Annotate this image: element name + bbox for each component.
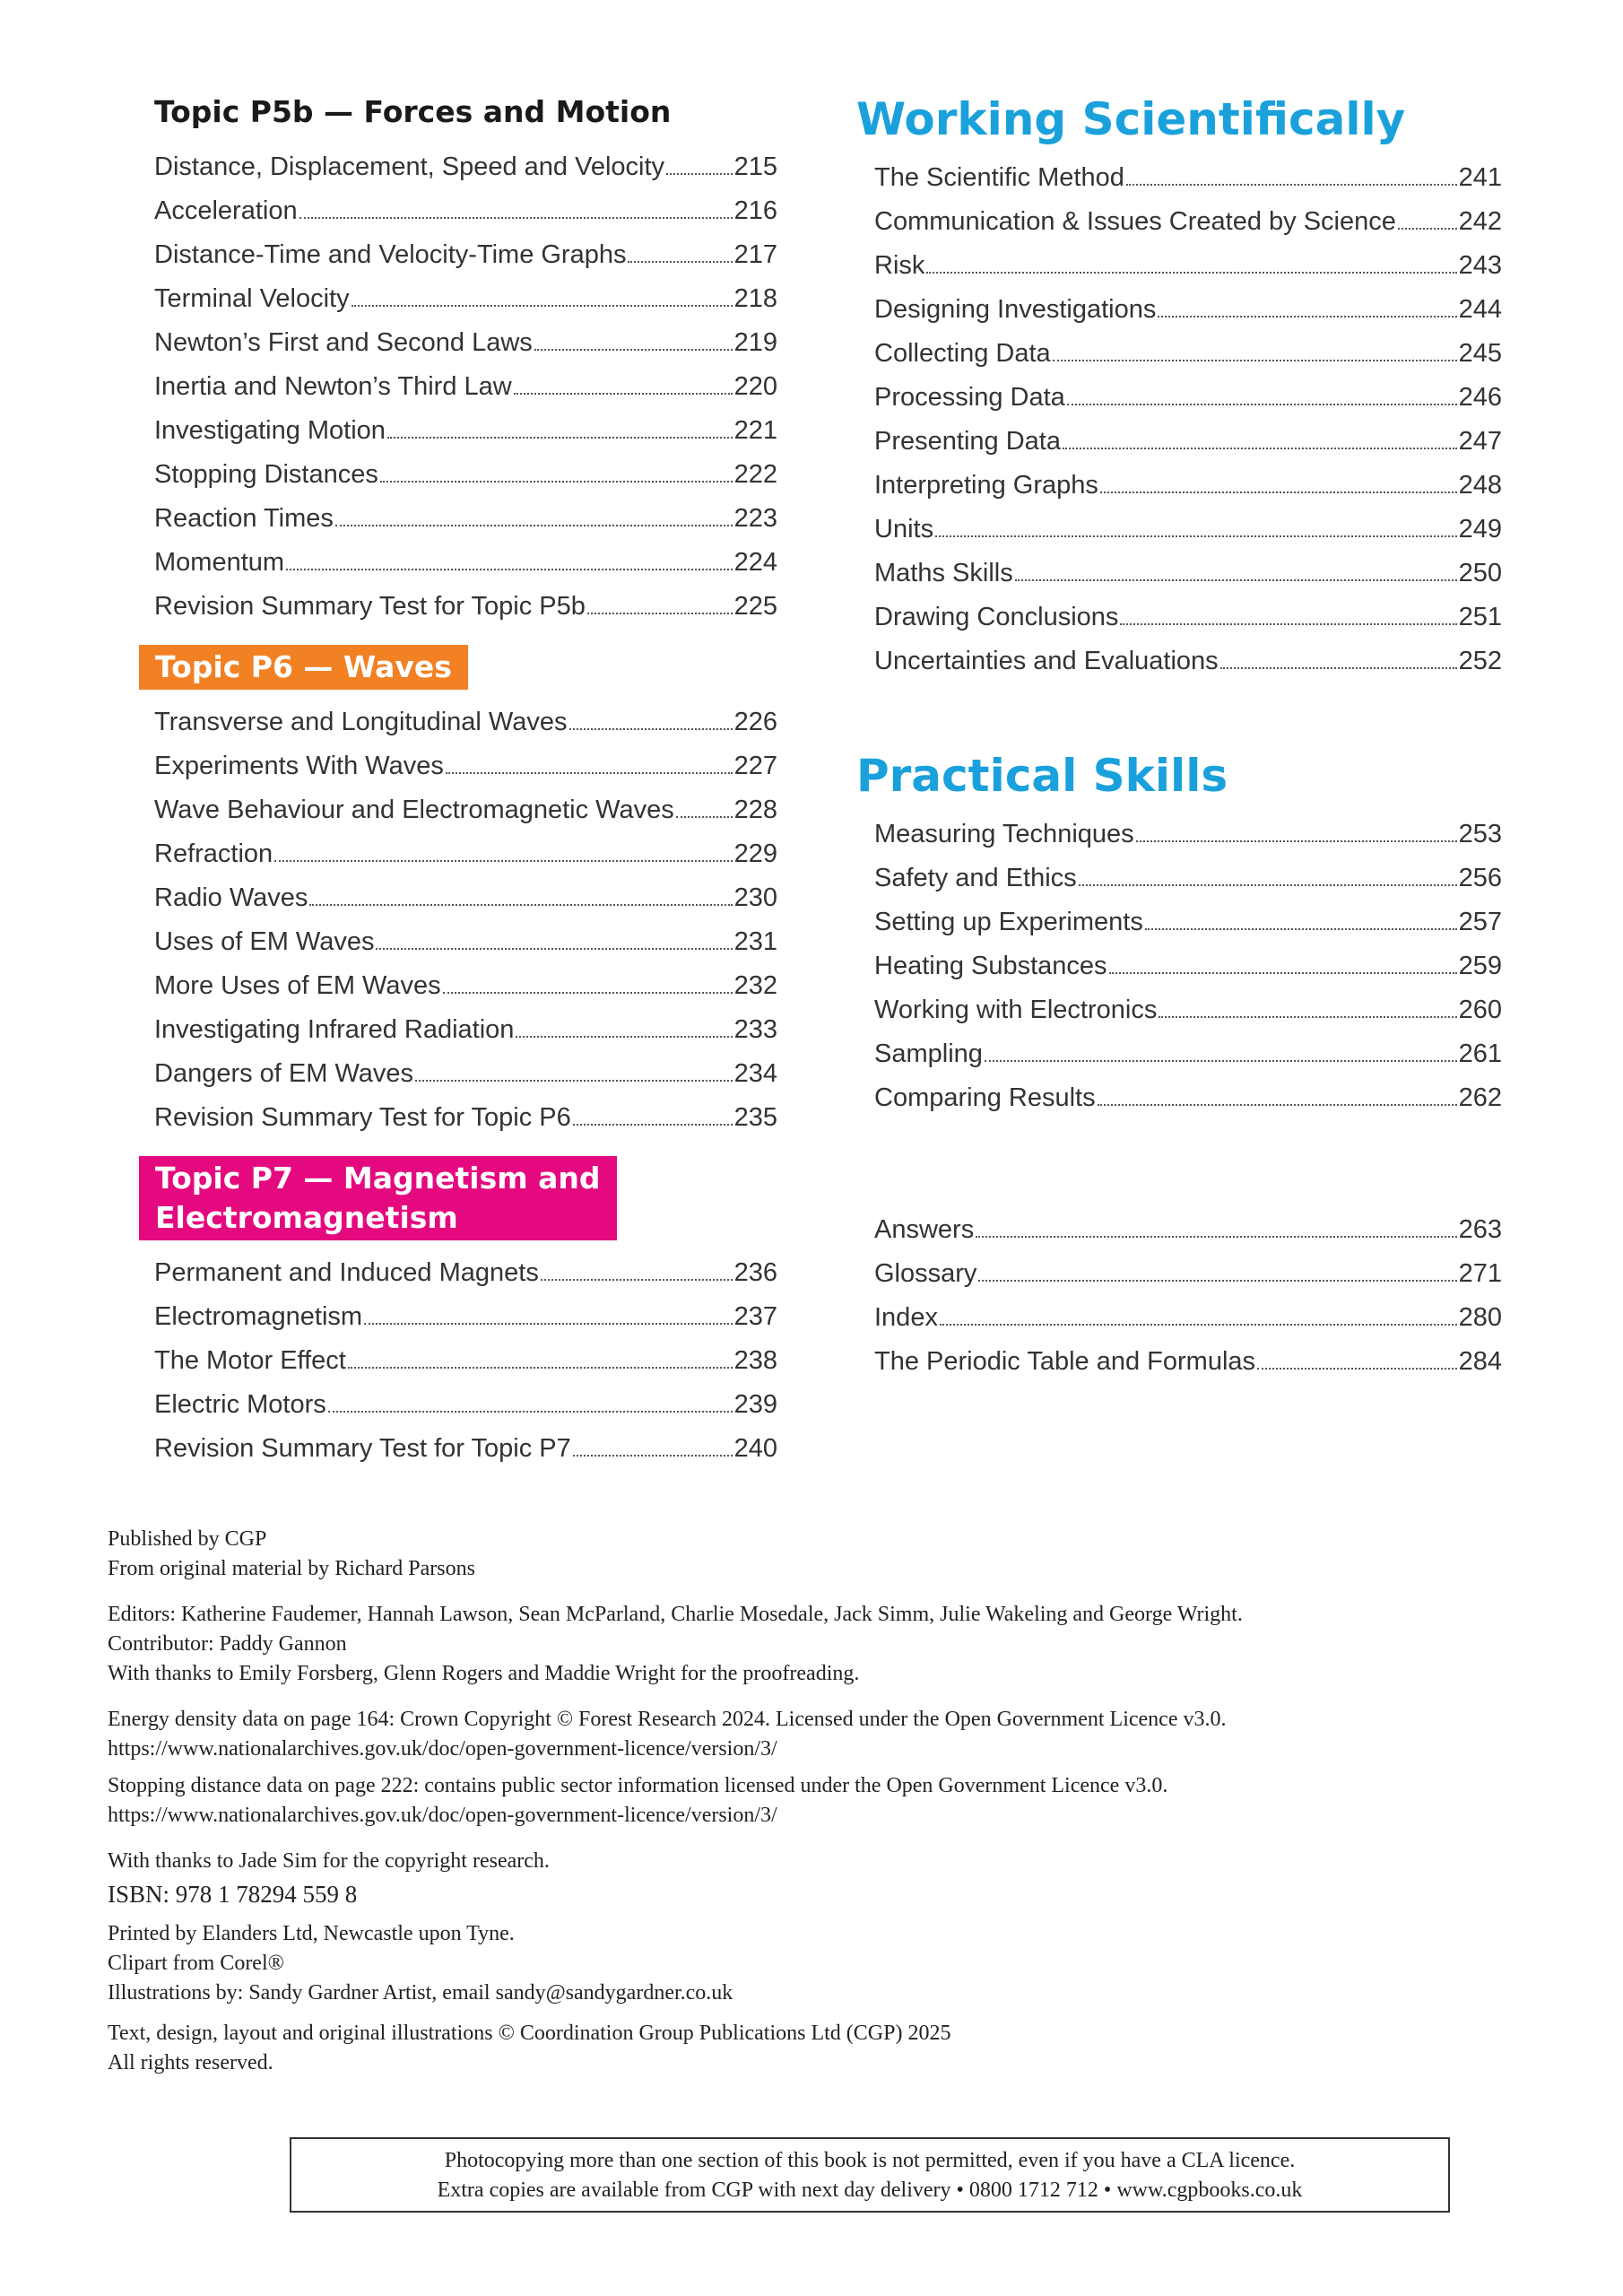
dot-leader [569,728,733,730]
stopping-licence-url[interactable]: https://www.nationalarchives.gov.uk/doc/open-government-licence/version/3/ [108,1804,777,1827]
energy-data-credit: Energy density data on page 164: Crown Copyright © Forest Research 2024. Licensed under the Open Government Licence v3.0. [108,1708,1227,1731]
toc-entry-title: Terminal Velocity [154,284,350,313]
dot-leader [1120,623,1456,625]
toc-entry-page-number: 243 [1458,251,1502,280]
toc-entry-page-number: 228 [733,796,777,824]
dot-leader [1136,840,1457,842]
energy-licence-url[interactable]: https://www.nationalarchives.gov.uk/doc/open-government-licence/version/3/ [108,1737,777,1761]
toc-entry-title: Radio Waves [154,883,308,912]
toc-entry-page-number: 234 [733,1059,777,1088]
toc-entry-title: Designing Investigations [874,295,1157,324]
toc-entry-page-number: 257 [1458,908,1502,936]
dot-leader [1158,316,1456,317]
dot-leader [1100,491,1457,493]
toc-entry[interactable] [856,420,1502,464]
toc-entry[interactable] [139,744,777,788]
dot-leader [1067,404,1457,405]
working-scientifically-entries [856,156,1502,683]
dot-leader [286,569,733,570]
toc-entry-title: Glossary [874,1259,977,1288]
toc-entry-title: Revision Summary Test for Topic P7 [154,1434,571,1463]
toc-entry-title: Investigating Infrared Radiation [154,1015,515,1044]
p6-entries [139,700,777,1140]
toc-entry-title: Stopping Distances [154,460,378,489]
left-column [139,90,777,1471]
dot-leader [1098,1104,1457,1106]
toc-entry[interactable] [139,1096,777,1140]
toc-entry[interactable] [856,1296,1502,1340]
toc-entry-title: Index [874,1303,938,1332]
toc-entry[interactable] [856,464,1502,508]
toc-entry[interactable] [139,541,777,585]
proofreading-credit: With thanks to Emily Forsberg, Glenn Rogers and Maddie Wright for the proofreading. [108,1662,860,1685]
editors: Editors: Katherine Faudemer, Hannah Lawson, Sean McParland, Charlie Mosedale, Jack Simm, Julie Wakeling and George Wright. [108,1603,1243,1626]
dot-leader [443,992,733,994]
toc-entry-title: Comparing Results [874,1083,1096,1112]
photocopy-notice-line1: Photocopying more than one section of this book is not permitted, even if you have a CLA licence. [444,2149,1296,2172]
toc-entry-title: Heating Substances [874,952,1107,980]
toc-entry-title: Permanent and Induced Magnets [154,1258,539,1287]
copyright-notice: Text, design, layout and original illustrations © Coordination Group Publications Ltd (CGP) 2025 [108,2022,951,2045]
rights-reserved: All rights reserved. [108,2051,273,2074]
toc-entry-page-number: 216 [733,196,777,225]
toc-entry-title: Measuring Techniques [874,820,1134,848]
toc-entry[interactable] [139,1383,777,1427]
toc-entry[interactable] [139,920,777,964]
copyright-research-credit: With thanks to Jade Sim for the copyright research. [108,1849,550,1873]
dot-leader [935,535,1457,537]
toc-entry-page-number: 248 [1458,471,1502,500]
toc-entry-title: Units [874,515,934,544]
toc-entry-page-number: 222 [733,460,777,489]
stopping-data-credit: Stopping distance data on page 222: contains public sector information licensed under the Open Government Licence v3.0. [108,1774,1168,1797]
toc-entry-title: Answers [874,1215,975,1244]
toc-entry-title: The Periodic Table and Formulas [874,1347,1256,1376]
original-material: From original material by Richard Parsons [108,1557,475,1580]
toc-entry-page-number: 242 [1458,207,1502,236]
toc-entry-page-number: 284 [1458,1347,1502,1376]
toc-entry-page-number: 256 [1458,864,1502,892]
toc-entry[interactable] [139,1295,777,1339]
toc-entry-page-number: 261 [1458,1039,1502,1068]
toc-entry[interactable] [139,1052,777,1096]
toc-entry-title: The Scientific Method [874,163,1124,192]
section-heading-practical-skills: Practical Skills [856,750,1228,802]
isbn: ISBN: 978 1 78294 559 8 [108,1881,358,1908]
toc-entry[interactable] [139,497,777,541]
toc-entry-title: Wave Behaviour and Electromagnetic Waves [154,796,674,824]
dot-leader [364,1323,733,1325]
dot-leader [573,1124,733,1126]
toc-entry[interactable] [856,1032,1502,1076]
toc-entry-title: More Uses of EM Waves [154,971,441,1000]
toc-entry[interactable] [139,145,777,189]
dot-leader [387,437,733,439]
dot-leader [352,305,733,307]
toc-entry[interactable] [139,964,777,1008]
toc-entry-page-number: 223 [733,504,777,533]
toc-entry[interactable] [856,988,1502,1032]
toc-entry[interactable] [139,277,777,321]
dot-leader [534,349,733,351]
dot-leader [1079,884,1457,886]
toc-entry-page-number: 217 [733,240,777,269]
toc-entry-title: Safety and Ethics [874,864,1077,892]
toc-entry[interactable] [856,200,1502,244]
toc-entry-title: Experiments With Waves [154,752,444,780]
dot-leader [985,1060,1457,1062]
toc-entry-page-number: 219 [733,328,777,357]
toc-entry-title: Processing Data [874,383,1065,412]
dot-leader [676,816,733,818]
dot-leader [978,1280,1456,1282]
toc-entry[interactable] [139,1339,777,1383]
toc-entry[interactable] [856,639,1502,683]
toc-entry-page-number: 232 [733,971,777,1000]
toc-entry-page-number: 230 [733,883,777,912]
back-matter-entries [856,1208,1502,1384]
toc-entry-title: Interpreting Graphs [874,471,1098,500]
section-heading-p7 [139,1156,617,1240]
toc-entry-page-number: 262 [1458,1083,1502,1112]
toc-entry[interactable] [856,508,1502,552]
dot-leader [328,1411,733,1413]
toc-entry-title: Uses of EM Waves [154,927,375,956]
dot-leader [376,948,732,950]
dot-leader [274,860,732,862]
toc-entry-page-number: 236 [733,1258,777,1287]
toc-entry-page-number: 252 [1458,647,1502,675]
toc-entry-title: Maths Skills [874,559,1013,587]
dot-leader [1126,184,1457,186]
toc-entry-page-number: 220 [733,372,777,401]
toc-entry[interactable] [139,788,777,832]
toc-entry-title: Transverse and Longitudinal Waves [154,708,568,736]
toc-entry[interactable] [856,1252,1502,1296]
dot-leader [1145,928,1457,930]
toc-entry[interactable] [856,552,1502,596]
toc-entry-title: Dangers of EM Waves [154,1059,414,1088]
dot-leader [976,1236,1456,1238]
toc-entry[interactable] [139,585,777,629]
dot-leader [573,1455,733,1457]
toc-entry[interactable] [856,596,1502,639]
imprint [108,1525,1488,2078]
toc-entry-title: Drawing Conclusions [874,603,1119,631]
toc-entry-page-number: 224 [733,548,777,577]
toc-entry-page-number: 225 [733,592,777,621]
toc-entry-title: Uncertainties and Evaluations [874,647,1219,675]
toc-entry-page-number: 221 [733,416,777,445]
toc-entry[interactable] [139,1251,777,1295]
toc-entry[interactable] [139,233,777,277]
toc-entry-page-number: 246 [1458,383,1502,412]
toc-entry-title: Electric Motors [154,1390,326,1419]
toc-entry-page-number: 260 [1458,996,1502,1024]
toc-entry[interactable] [139,321,777,365]
illustrations-credit: Illustrations by: Sandy Gardner Artist, email sandy@sandygardner.co.uk [108,1981,733,2005]
toc-entry-page-number: 249 [1458,515,1502,544]
toc-entry-page-number: 231 [733,927,777,956]
photocopy-notice-line2: Extra copies are available from CGP with next day delivery • 0800 1712 712 • www.cgpbooks.co.uk [437,2179,1303,2202]
p7-entries [139,1251,777,1471]
toc-entry-page-number: 253 [1458,820,1502,848]
dot-leader [666,173,733,175]
toc-entry-title: Revision Summary Test for Topic P5b [154,592,586,621]
toc-entry-title: Investigating Motion [154,416,386,445]
toc-entry-page-number: 240 [733,1434,777,1463]
section-heading-p5b: Topic P5b — Forces and Motion [154,94,672,129]
dot-leader [1159,1016,1456,1018]
toc-entry[interactable] [139,453,777,497]
section-heading-p6: Topic P6 — Waves [139,645,468,690]
toc-entry[interactable] [856,1208,1502,1252]
toc-entry[interactable] [139,832,777,876]
toc-entry-title: Sampling [874,1039,983,1068]
p5b-entries [139,145,777,629]
dot-leader [514,393,733,395]
toc-entry-title: Risk [874,251,925,280]
toc-entry[interactable] [856,156,1502,200]
dot-leader [940,1324,1457,1326]
practical-skills-entries [856,813,1502,1120]
dot-leader [446,772,733,774]
printed-by: Printed by Elanders Ltd, Newcastle upon Tyne. [108,1922,515,1945]
toc-entry[interactable] [856,857,1502,900]
dot-leader [1109,972,1457,974]
toc-entry-page-number: 251 [1458,603,1502,631]
toc-entry-title: Presenting Data [874,427,1061,456]
toc-entry-title: Reaction Times [154,504,334,533]
published-by: Published by CGP [108,1527,267,1551]
toc-entry[interactable] [856,813,1502,857]
toc-entry-page-number: 229 [733,839,777,868]
toc-entry-page-number: 227 [733,752,777,780]
toc-entry-title: Inertia and Newton’s Third Law [154,372,512,401]
toc-entry[interactable] [856,1076,1502,1120]
toc-entry-title: Distance, Displacement, Speed and Velocity [154,152,665,181]
dot-leader [415,1080,733,1082]
toc-entry[interactable] [139,1427,777,1471]
toc-entry[interactable] [139,1008,777,1052]
toc-entry-page-number: 238 [733,1346,777,1375]
dot-leader [516,1036,732,1038]
section-heading-working-scientifically: Working Scientifically [856,93,1406,145]
toc-entry-title: Acceleration [154,196,298,225]
toc-entry-title: Revision Summary Test for Topic P6 [154,1103,571,1132]
dot-leader [299,217,733,219]
dot-leader [380,481,733,483]
toc-entry[interactable] [856,332,1502,376]
dot-leader [1053,360,1457,361]
toc-entry-title: Communication & Issues Created by Science [874,207,1396,236]
toc-entry-page-number: 244 [1458,295,1502,324]
toc-entry-page-number: 259 [1458,952,1502,980]
dot-leader [926,272,1456,274]
toc-entry-title: Working with Electronics [874,996,1158,1024]
toc-entry[interactable] [139,409,777,453]
section-heading-p7-line2: Electromagnetism [155,1200,458,1235]
dot-leader [1015,579,1457,581]
dot-leader [348,1367,733,1369]
dot-leader [1063,448,1457,449]
toc-entry-page-number: 263 [1458,1215,1502,1244]
contributor: Contributor: Paddy Gannon [108,1632,347,1656]
photocopy-notice-box [290,2137,1450,2213]
toc-entry-title: Setting up Experiments [874,908,1143,936]
toc-entry-title: Distance-Time and Velocity-Time Graphs [154,240,627,269]
toc-entry[interactable] [856,376,1502,420]
toc-entry-title: Collecting Data [874,339,1051,368]
toc-entry-title: Newton’s First and Second Laws [154,328,533,357]
right-column [856,90,1502,1384]
dot-leader [587,613,733,614]
toc-entry-page-number: 280 [1458,1303,1502,1332]
toc-entry-page-number: 271 [1458,1259,1502,1288]
toc-entry-page-number: 233 [733,1015,777,1044]
toc-entry-title: Momentum [154,548,285,577]
clipart-credit: Clipart from Corel® [108,1952,284,1975]
dot-leader [309,904,732,906]
toc-entry-title: Refraction [154,839,273,868]
toc-entry-title: Electromagnetism [154,1302,363,1331]
toc-entry-page-number: 237 [733,1302,777,1331]
toc-entry[interactable] [139,700,777,744]
toc-entry[interactable] [139,365,777,409]
toc-entry-page-number: 218 [733,284,777,313]
dot-leader [1257,1368,1457,1370]
toc-entry[interactable] [856,244,1502,288]
toc-entry-page-number: 235 [733,1103,777,1132]
toc-entry-page-number: 247 [1458,427,1502,456]
toc-entry-title: The Motor Effect [154,1346,346,1375]
dot-leader [1398,228,1457,230]
toc-entry[interactable] [856,288,1502,332]
section-heading-p7-line1: Topic P7 — Magnetism and [155,1161,601,1196]
toc-entry-page-number: 215 [733,152,777,181]
toc-entry-page-number: 239 [733,1390,777,1419]
dot-leader [1220,667,1457,669]
toc-entry[interactable] [139,876,777,920]
toc-entry[interactable] [856,900,1502,944]
toc-entry-page-number: 245 [1458,339,1502,368]
toc-entry[interactable] [856,944,1502,988]
toc-entry-page-number: 250 [1458,559,1502,587]
toc-entry[interactable] [856,1340,1502,1384]
toc-entry[interactable] [139,189,777,233]
toc-entry-page-number: 226 [733,708,777,736]
toc-entry-page-number: 241 [1458,163,1502,192]
dot-leader [335,525,733,526]
dot-leader [628,261,732,263]
dot-leader [541,1279,733,1281]
